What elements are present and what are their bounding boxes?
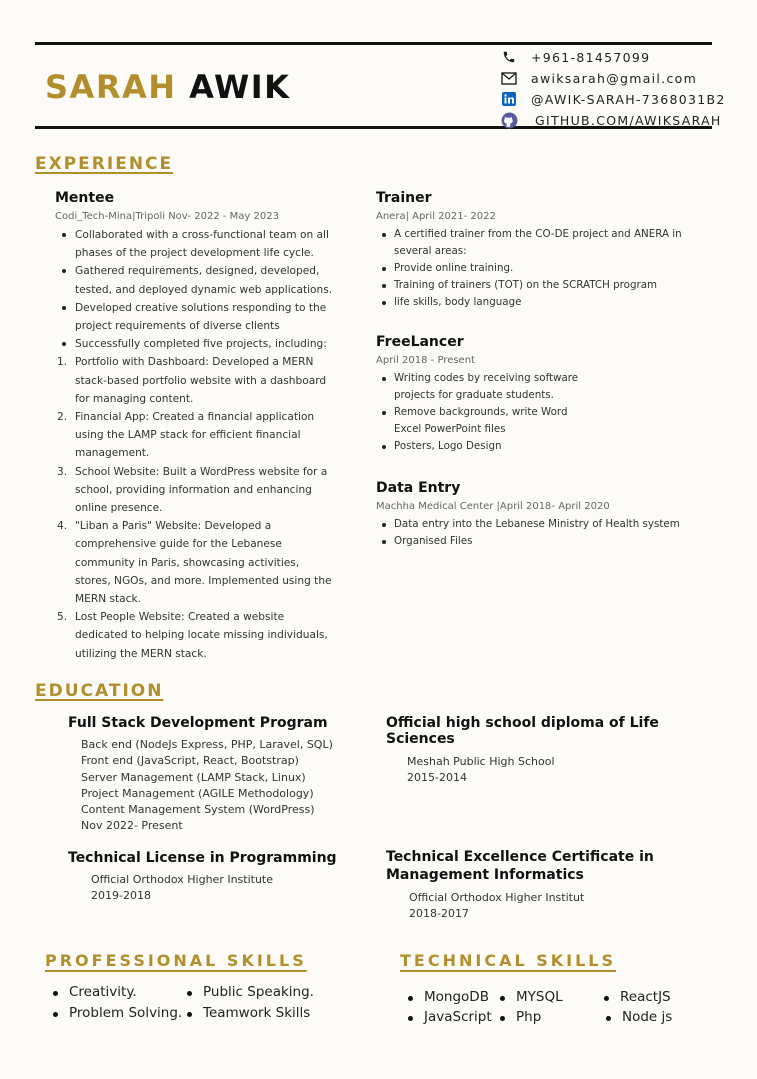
project-text: Lost People Website: Created a website dedicated to helping locate missing individuals, utilizing the MERN stack. [75,611,328,660]
edu-details [68,737,368,835]
edu-title: Full Stack Development Program [68,715,328,731]
edu-line: 2019-2018 [91,889,151,903]
job-freelancer [376,334,586,455]
list-item [55,517,335,608]
edu-line: Back end (NodeJs Express, PHP, Laravel, SQL) [81,738,333,751]
list-item: Training of trainers (TOT) on the SCRATCH program [376,277,716,294]
skill-item: Php [500,1009,541,1025]
list-item: Posters, Logo Design [376,438,586,455]
list-item: Organised Files [376,533,716,550]
edu-line: Official Orthodox Higher Institut [409,891,585,904]
skill-item: Teamwork Skills [187,1005,310,1021]
job-title: Trainer [376,190,432,206]
edu-details [386,890,726,923]
list-item [55,608,335,663]
list-number: 3. [57,465,68,478]
header-top-rule [35,42,712,45]
job-title: Data Entry [376,480,461,496]
edu-details [68,872,368,905]
edu-line: Meshah Public High School [407,755,555,768]
edu-fullstack [68,715,368,835]
project-text: Portfolio with Dashboard: Developed a MERN stack-based portfolio website with a dashboard for managing content. [75,356,327,405]
edu-line: Nov 2022- Present [81,819,183,833]
list-item: Provide online training. [376,260,716,277]
list-item [55,353,335,408]
technical-skills-heading: TECHNICAL SKILLS [400,951,616,970]
job-subtitle: Codi_Tech-Mina|Tripoli Nov- 2022 - May 2023 [55,211,279,222]
edu-details [386,754,726,787]
edu-line: Project Management (AGILE Methodology) [81,786,314,800]
edu-title: Technical License in Programming [68,850,337,866]
edu-tech-excellence [386,848,726,923]
job-bullets [376,516,716,550]
professional-skills-heading: PROFESSIONAL SKILLS [45,951,307,970]
mail-icon [500,70,518,86]
list-item: Gathered requirements, designed, developed, tested, and deployed dynamic web applications. [55,262,335,298]
list-item: A certified trainer from the CO-DE project and ANERA in several areas: [376,226,716,260]
education-heading: EDUCATION [35,681,164,701]
linkedin-icon [500,91,518,107]
skill-item: MYSQL [500,989,563,1005]
linkedin-text: @AWIK-SARAH-7368031B2 [531,91,726,107]
project-text: "Liban a Paris" Website: Developed a comprehensive guide for the Lebanese community in Paris, showcasing activities, stores, NGOs, and more. Implemented using the MERN stack. [75,520,332,606]
job-title: Mentee [55,190,115,206]
edu-line: Server Management (LAMP Stack, Linux) [81,770,306,784]
github-text: GITHUB.COM/AWIKSARAH [535,112,722,128]
list-item [55,463,335,518]
project-text: Financial App: Created a financial application using the LAMP stack for efficient financial management. [75,411,315,460]
contact-block [500,47,730,131]
skill-item: JavaScript [408,1009,492,1025]
skill-item: ReactJS [604,989,671,1005]
edu-highschool [386,715,726,787]
contact-phone[interactable] [500,47,730,67]
list-item: life skills, body language [376,294,716,311]
skill-item: Public Speaking. [187,984,314,1000]
list-item: Remove backgrounds, write Word Excel PowerPoint files [376,404,586,438]
job-title: FreeLancer [376,334,464,350]
phone-text: +961-81457099 [531,49,651,65]
contact-email[interactable] [500,68,730,88]
job-mentee [55,190,335,663]
project-list [55,353,335,662]
list-item: Successfully completed five projects, including: [55,335,335,353]
list-number: 1. [57,356,68,369]
edu-line: Content Management System (WordPress) [81,803,315,817]
job-bullets [376,226,716,311]
contact-github[interactable] [500,110,730,130]
list-item: Collaborated with a cross-functional team on all phases of the project development life cycle. [55,226,335,262]
list-number: 4. [57,520,68,533]
edu-line: 2015-2014 [407,771,467,785]
list-item: Data entry into the Lebanese Ministry of Health system [376,516,716,533]
github-icon [500,112,518,128]
contact-linkedin[interactable] [500,89,730,109]
edu-line: 2018-2017 [409,907,469,921]
job-data-entry [376,480,716,550]
list-item [55,408,335,463]
list-item: Developed creative solutions responding to the project requirements of diverse clients [55,299,335,335]
edu-line: Front end (JavaScript, React, Bootstrap) [81,754,299,768]
job-trainer [376,190,716,311]
list-number: 5. [57,611,68,624]
job-subtitle: Anera| April 2021- 2022 [376,211,496,222]
edu-tech-license [68,850,368,905]
job-subtitle: April 2018 - Present [376,355,475,366]
job-bullets [55,226,335,353]
phone-icon [500,49,518,65]
first-name: SARAH [45,68,177,106]
edu-line: Official Orthodox Higher Institute [91,873,274,886]
email-text: awiksarah@gmail.com [531,70,698,86]
candidate-name [45,68,290,106]
job-subtitle: Machha Medical Center |April 2018- April 2020 [376,501,610,512]
list-number: 2. [57,411,68,424]
project-text: School Website: Built a WordPress website for a school, providing information and enhancing online presence. [75,465,328,515]
edu-title: Technical Excellence Certificate in Management Informatics [386,849,654,883]
list-item: Writing codes by receiving software projects for graduate students. [376,370,586,404]
skill-item: Creativity. [53,984,137,1000]
job-bullets [376,370,586,455]
edu-title: Official high school diploma of Life Sciences [386,715,659,747]
experience-heading: EXPERIENCE [35,154,174,174]
skill-item: MongoDB [408,989,489,1005]
skill-item: Problem Solving. [53,1005,182,1021]
skill-item: Node js [606,1009,672,1025]
last-name: AWIK [189,68,291,106]
